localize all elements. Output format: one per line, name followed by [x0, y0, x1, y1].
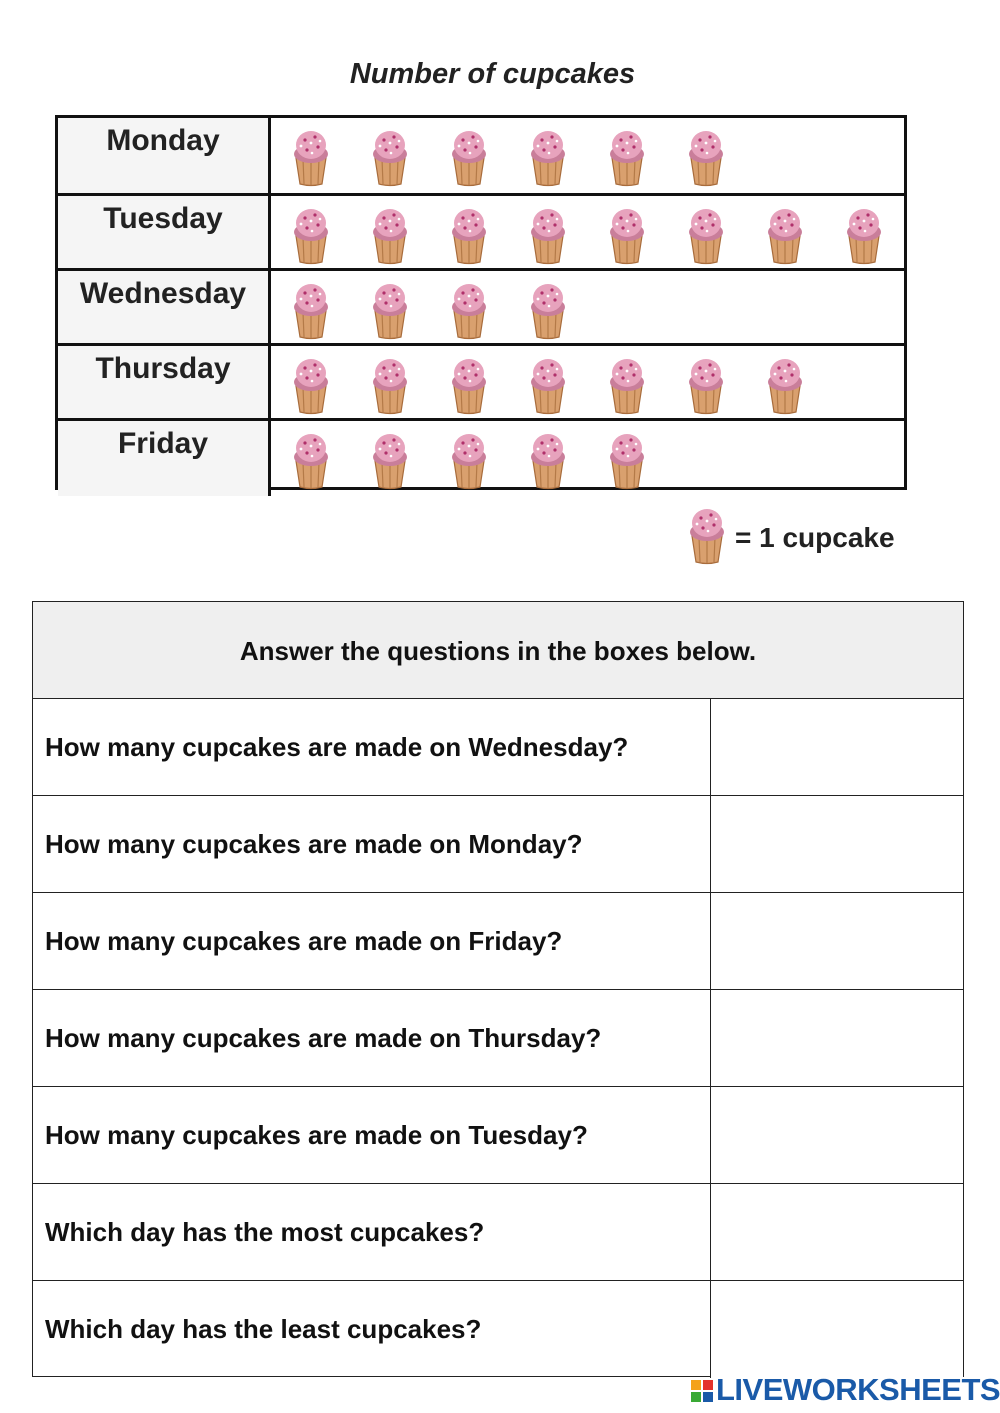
cupcake-icon	[366, 427, 414, 491]
cupcake-icon	[524, 277, 572, 341]
picto-row-thursday	[58, 343, 904, 421]
answer-box[interactable]	[710, 699, 963, 795]
question-row	[33, 699, 963, 796]
cupcake-icon	[524, 427, 572, 491]
chart-title: Number of cupcakes	[349, 58, 636, 90]
cupcake-icon	[366, 124, 414, 188]
question-row	[33, 990, 963, 1087]
question-text: How many cupcakes are made on Thursday?	[45, 1023, 602, 1053]
cupcake-icons	[271, 421, 904, 496]
cupcake-icon	[287, 427, 335, 491]
answer-box[interactable]	[710, 1087, 963, 1183]
category-label: Friday	[117, 427, 209, 460]
row-label-cell	[58, 346, 271, 421]
row-label-cell	[58, 421, 271, 496]
cupcake-icon	[524, 124, 572, 188]
cupcake-icon	[445, 352, 493, 416]
cupcake-icon	[840, 202, 888, 266]
question-text: Which day has the most cupcakes?	[45, 1217, 485, 1247]
category-label: Thursday	[95, 352, 231, 385]
cupcake-icon	[524, 202, 572, 266]
picto-row-monday	[58, 118, 904, 193]
question-row	[33, 1087, 963, 1184]
category-label: Wednesday	[79, 277, 247, 310]
cupcake-icon	[683, 502, 731, 566]
question-text: How many cupcakes are made on Friday?	[45, 926, 563, 956]
question-text: Which day has the least cupcakes?	[45, 1314, 482, 1344]
liveworksheets-logo-icon	[690, 1379, 714, 1403]
cupcake-icons	[271, 271, 904, 346]
row-label-cell	[58, 196, 271, 271]
question-row	[33, 1281, 963, 1378]
questions-header-text: Answer the questions in the boxes below.	[239, 636, 757, 666]
cupcake-icon	[524, 352, 572, 416]
cupcake-icon	[682, 124, 730, 188]
cupcake-icon	[287, 277, 335, 341]
key-label: = 1 cupcake	[735, 522, 895, 553]
cupcake-icon	[287, 352, 335, 416]
cupcake-icon	[603, 202, 651, 266]
cupcake-icon	[366, 352, 414, 416]
cupcake-icon	[287, 124, 335, 188]
cupcake-icons	[271, 196, 904, 271]
cupcake-icon	[761, 352, 809, 416]
cupcake-icon	[445, 427, 493, 491]
answer-box[interactable]	[710, 1184, 963, 1280]
question-text: How many cupcakes are made on Tuesday?	[45, 1120, 588, 1150]
question-text: How many cupcakes are made on Monday?	[45, 829, 583, 859]
picto-row-friday	[58, 418, 904, 496]
row-label-cell	[58, 271, 271, 346]
question-text: How many cupcakes are made on Wednesday?	[45, 732, 629, 762]
cupcake-icon	[603, 124, 651, 188]
picto-row-tuesday	[58, 193, 904, 271]
answer-box[interactable]	[710, 893, 963, 989]
questions-header	[33, 602, 963, 699]
picto-row-wednesday	[58, 268, 904, 346]
question-row	[33, 796, 963, 893]
category-label: Monday	[106, 124, 220, 157]
pictogram-chart	[55, 115, 907, 490]
cupcake-icon	[445, 277, 493, 341]
cupcake-icon	[761, 202, 809, 266]
questions-table	[32, 601, 964, 1377]
chart-key	[683, 502, 923, 566]
answer-box[interactable]	[710, 796, 963, 892]
cupcake-icon	[682, 202, 730, 266]
cupcake-icon	[603, 352, 651, 416]
category-label: Tuesday	[103, 202, 223, 235]
answer-box[interactable]	[710, 990, 963, 1086]
cupcake-icon	[445, 124, 493, 188]
brand-text: LIVEWORKSHEETS	[716, 1372, 1000, 1407]
cupcake-icon	[366, 202, 414, 266]
cupcake-icons	[271, 346, 904, 421]
cupcake-icon	[445, 202, 493, 266]
question-row	[33, 893, 963, 990]
cupcake-icon	[287, 202, 335, 266]
cupcake-icon	[603, 427, 651, 491]
row-label-cell	[58, 118, 271, 193]
cupcake-icons	[271, 118, 904, 193]
question-row	[33, 1184, 963, 1281]
answer-box[interactable]	[710, 1281, 963, 1378]
cupcake-icon	[682, 352, 730, 416]
cupcake-icon	[366, 277, 414, 341]
